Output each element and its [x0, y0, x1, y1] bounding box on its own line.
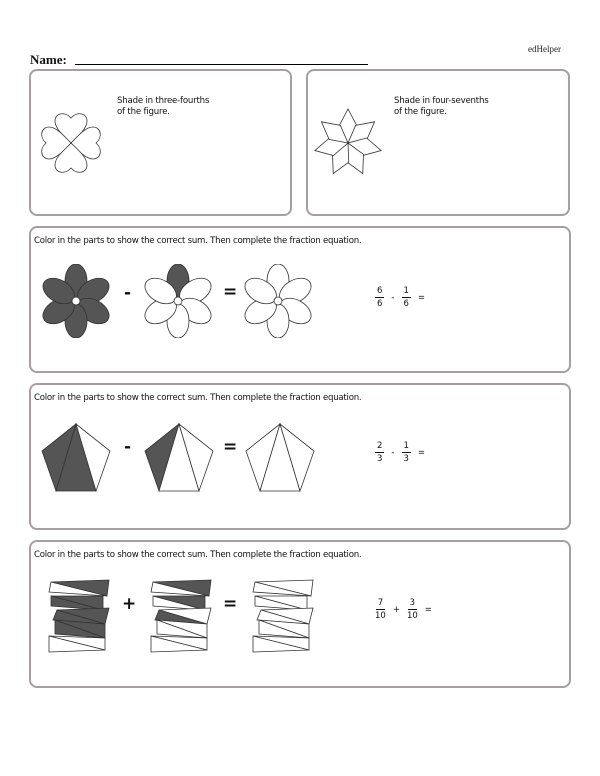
fraction [402, 286, 411, 310]
denominator: 3 [377, 454, 383, 464]
flower-center[interactable] [274, 297, 282, 305]
shade-task-star [306, 69, 570, 216]
fraction [375, 441, 384, 465]
zigzag-figure-second[interactable] [149, 578, 215, 654]
pentagon-figure-result[interactable] [244, 421, 316, 495]
fraction [407, 598, 418, 622]
denominator: 10 [375, 611, 386, 621]
problem-pentagons [29, 383, 571, 530]
equals-operator: = [223, 594, 238, 614]
prompt-line: Shade in four-sevenths [394, 96, 489, 106]
numerator: 1 [403, 286, 409, 296]
flower-center[interactable] [174, 297, 182, 305]
star-figure[interactable] [312, 107, 384, 179]
problem-zigzag [29, 540, 571, 688]
operator-sign: - [391, 448, 395, 458]
equals-operator: = [223, 437, 238, 457]
instruction: Color in the parts to show the correct sum. Then complete the fraction equation. [34, 236, 362, 246]
zigzag-figure-first[interactable] [47, 578, 113, 654]
equals-sign: = [417, 293, 426, 303]
operator-sign: + [392, 605, 400, 615]
fraction [375, 286, 384, 310]
numerator: 2 [377, 441, 383, 451]
fraction-equation [371, 286, 428, 310]
instruction: Color in the parts to show the correct sum. Then complete the fraction equation. [34, 393, 362, 403]
denominator: 3 [403, 454, 409, 464]
plus-operator: + [122, 594, 137, 614]
numerator: 1 [403, 441, 409, 451]
denominator: 10 [406, 611, 418, 621]
fraction-equation [371, 598, 435, 622]
denominator: 6 [377, 299, 383, 309]
prompt-line: of the figure. [117, 106, 170, 117]
flower-figure-result[interactable] [243, 264, 313, 338]
denominator: 6 [403, 299, 409, 309]
pentagon-figure-first[interactable] [40, 421, 112, 495]
name-input-line[interactable] [75, 64, 368, 65]
zigzag-figure-result[interactable] [251, 578, 317, 654]
flower-center[interactable] [72, 297, 80, 305]
fraction-equation [371, 441, 428, 465]
numerator: 7 [377, 598, 384, 608]
name-label: Name: [30, 52, 67, 67]
equals-sign: = [417, 448, 426, 458]
shade-prompt [117, 96, 237, 117]
numerator: 6 [377, 286, 383, 296]
minus-operator: - [124, 283, 132, 303]
equals-operator: = [223, 282, 238, 302]
operator-sign: - [391, 293, 395, 303]
prompt-line: Shade in three-fourths [117, 96, 210, 106]
shade-prompt [394, 96, 514, 117]
numerator: 3 [409, 598, 416, 608]
clover-figure[interactable] [35, 107, 107, 179]
problem-flowers [29, 226, 571, 373]
equals-sign: = [424, 605, 432, 615]
fraction [375, 598, 386, 622]
flower-figure-second[interactable] [143, 264, 213, 338]
flower-figure-first[interactable] [41, 264, 111, 338]
instruction: Color in the parts to show the correct sum. Then complete the fraction equation. [34, 550, 362, 560]
fraction [402, 441, 411, 465]
shade-task-clover [29, 69, 292, 216]
prompt-line: of the figure. [394, 106, 447, 117]
minus-operator: - [124, 437, 132, 457]
pentagon-figure-second[interactable] [143, 421, 215, 495]
brand-label: edHelper [528, 44, 561, 54]
